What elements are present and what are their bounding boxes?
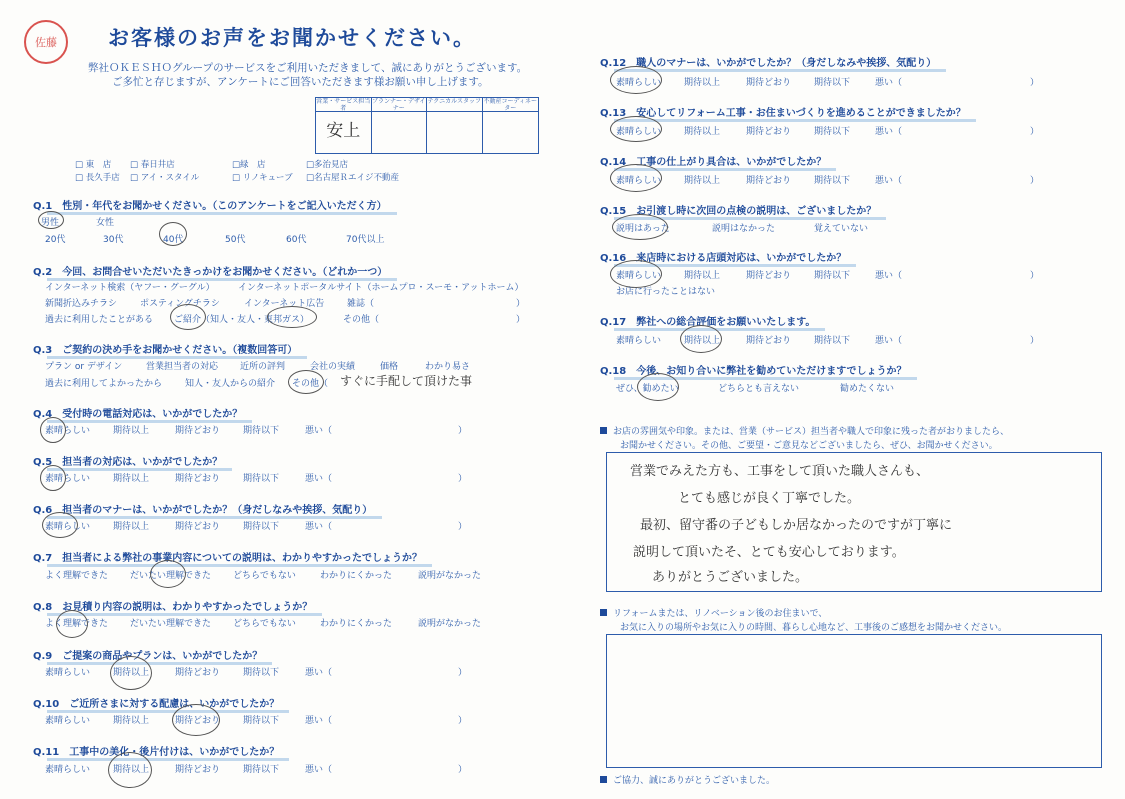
q3-past-good[interactable]: 過去に利用してよかったから (45, 379, 163, 389)
q10-label: Q.10 ご近所さまに対する配慮は、いかがでしたか？ (33, 695, 279, 710)
staff-value-planner[interactable] (372, 112, 428, 153)
q2-newspaper-flyer[interactable]: 新聞折込みチラシ (45, 299, 118, 309)
comment1-line-3: 最初、留守番の子どもしか居なかったのですが丁寧に (640, 518, 953, 533)
q13-opt-above[interactable]: 期待以上 (684, 127, 721, 137)
q11-opt-bad-close: ） (458, 765, 468, 775)
q7-opt-mostly[interactable]: だいたい理解できた (130, 571, 212, 581)
q17-opt-above[interactable]: 期待以上 (684, 336, 721, 346)
q14-mark (610, 164, 662, 192)
q2-label: Q.2 今回、お問合せいただいたきっかけをお聞かせください。（どれか一つ） (33, 263, 387, 278)
comment1-line-2: とても感じが良く丁寧でした。 (678, 491, 861, 506)
q3-other-mark (288, 370, 324, 394)
store-nagoya-r-age[interactable]: □名古屋Ｒエイジ不動産 (306, 173, 400, 183)
q12-label: Q.12 職人のマナーは、いかがでしたか？（身だしなみや挨拶、気配り） (600, 54, 936, 69)
q3-track-record[interactable]: 会社の実績 (310, 362, 356, 372)
page-title: お客様のお声をお聞かせください。 (108, 26, 476, 50)
q16-mark (610, 260, 662, 288)
q3-plan-design[interactable]: プラン or デザイン (45, 362, 123, 372)
bullet-square-icon (600, 427, 607, 434)
q3-label: Q.3 ご契約の決め手をお聞かせください。（複数回答可） (33, 341, 297, 356)
q15-label: Q.15 お引渡し時に次回の点検の説明は、ございましたか？ (600, 202, 876, 217)
q2-posting-flyer[interactable]: ポスティングチラシ (140, 299, 220, 309)
q4-opt-above[interactable]: 期待以上 (113, 426, 150, 436)
footer-thanks: ご協力、誠にありがとうございました。 (600, 773, 775, 786)
q17-opt-bad-close: ） (1030, 336, 1040, 346)
q9-opt-above[interactable]: 期待以上 (113, 668, 150, 678)
q14-opt-bad[interactable]: 悪い（ (875, 176, 903, 186)
comment1-line-4: 説明して頂いたそ、とても安心しております。 (633, 545, 905, 560)
q16-opt-never-visited[interactable]: お店に行ったことはない (616, 287, 716, 297)
q10-opt-bad[interactable]: 悪い（ (305, 716, 333, 726)
q1-40s-mark (159, 222, 187, 246)
staff-value-realestate[interactable] (483, 112, 539, 153)
q15-opt-not-explained[interactable]: 説明はなかった (712, 224, 776, 234)
q15-mark (612, 214, 668, 240)
q6-opt-bad[interactable]: 悪い（ (305, 522, 333, 532)
q2-referral[interactable]: ご紹介（知人・友人・東邦ガス） (174, 315, 310, 325)
store-midori[interactable]: □緑 店 (232, 160, 266, 170)
q4-opt-expected[interactable]: 期待どおり (175, 426, 221, 436)
comment1-prompt-1: お店の雰囲気や印象。または、営業（サービス）担当者や職人で印象に残った者がおりましたら、 (600, 424, 1009, 437)
q2-other[interactable]: その他（ (343, 315, 380, 325)
q5-label: Q.5 担当者の対応は、いかがでしたか？ (33, 453, 222, 468)
q17-label: Q.17 弊社への総合評価をお願いいたします。 (600, 313, 815, 328)
comment1-line-5: ありがとうございました。 (652, 570, 809, 585)
q18-mark (637, 373, 679, 401)
q4-opt-below[interactable]: 期待以下 (243, 426, 280, 436)
staff-value-technical[interactable] (427, 112, 483, 153)
q7-opt-neutral[interactable]: どちらでもない (233, 571, 296, 581)
q17-mark (680, 325, 722, 353)
q12-opt-excellent[interactable]: 素晴らしい (616, 78, 662, 88)
q11-opt-expected[interactable]: 期待どおり (175, 765, 221, 775)
q5-opt-expected[interactable]: 期待どおり (175, 474, 221, 484)
q13-opt-expected[interactable]: 期待どおり (746, 127, 792, 137)
q17-opt-bad[interactable]: 悪い（ (875, 336, 903, 346)
q1-age-70s[interactable]: 70代以上 (346, 235, 385, 245)
q13-mark (610, 116, 662, 142)
q12-opt-above[interactable]: 期待以上 (684, 78, 721, 88)
q4-label: Q.4 受付時の電話対応は、いかがでしたか？ (33, 405, 242, 420)
q3-reputation[interactable]: 近所の評判 (240, 362, 286, 372)
q14-opt-excellent[interactable]: 素晴らしい (616, 176, 662, 186)
q11-opt-above[interactable]: 期待以上 (113, 765, 150, 775)
q6-opt-excellent[interactable]: 素晴らしい (45, 522, 91, 532)
store-kasugai[interactable]: □ 春日井店 (130, 160, 175, 170)
q10-opt-excellent[interactable]: 素晴らしい (45, 716, 91, 726)
q6-opt-below[interactable]: 期待以下 (243, 522, 280, 532)
q16-opt-below[interactable]: 期待以下 (814, 271, 851, 281)
q9-opt-excellent[interactable]: 素晴らしい (45, 668, 91, 678)
q2-magazine[interactable]: 雑誌（ (347, 299, 375, 309)
q3-sales-rep[interactable]: 営業担当者の対応 (146, 362, 219, 372)
intro-line-2: ご多忙と存じますが、アンケートにご回答いただきます様お願い申し上げます。 (112, 76, 489, 88)
intro-line-1: 弊社ＯＫＥＳＨＯグループのサービスをご利用いただきまして、誠にありがとうございます。 (88, 62, 528, 74)
q5-opt-bad-close: ） (458, 474, 468, 484)
q17-opt-below[interactable]: 期待以下 (814, 336, 851, 346)
q18-opt-not-recommend[interactable]: 勧めたくない (840, 384, 895, 394)
store-renocube[interactable]: □ リノキューブ (232, 173, 293, 183)
q8-mark (56, 610, 88, 638)
q3-clarity[interactable]: わかり易さ (425, 362, 471, 372)
staff-header-realestate: 不動産コーディネーター (483, 98, 538, 112)
q9-opt-expected[interactable]: 期待どおり (175, 668, 221, 678)
q5-opt-above[interactable]: 期待以上 (113, 474, 150, 484)
q3-other-handwritten[interactable]: すぐに手配して頂けた事 (340, 374, 473, 388)
comment1-prompt-2: お聞かせください。その他、ご要望・ご意見などございましたら、ぜひ、お聞かせください。 (620, 441, 998, 451)
q5-opt-below[interactable]: 期待以下 (243, 474, 280, 484)
q9-opt-bad[interactable]: 悪い（ (305, 668, 333, 678)
q9-label: Q.9 ご提案の商品やプランは、いかがでしたか？ (33, 647, 262, 662)
q6-opt-above[interactable]: 期待以上 (113, 522, 150, 532)
q1-age-60s[interactable]: 60代 (286, 235, 307, 245)
q4-opt-bad[interactable]: 悪い（ (305, 426, 333, 436)
q14-opt-expected[interactable]: 期待どおり (746, 176, 792, 186)
q2-past-use[interactable]: 過去に利用したことがある (45, 315, 154, 325)
q9-mark (110, 656, 152, 690)
staff-header-technical: テクニカルスタッフ (427, 98, 483, 112)
q16-opt-bad-close: ） (1030, 271, 1040, 281)
staff-header-planner: プランナー・デザイナー (371, 98, 426, 112)
q2-other-close: ） (516, 315, 526, 325)
q11-opt-bad[interactable]: 悪い（ (305, 765, 333, 775)
q16-opt-above[interactable]: 期待以上 (684, 271, 721, 281)
q10-opt-below[interactable]: 期待以下 (243, 716, 280, 726)
q7-label: Q.7 担当者による弊社の事業内容についての説明は、わかりやすかったでしょうか？ (33, 549, 422, 564)
staff-table (315, 97, 539, 154)
staff-header-sales: 営業・サービス担当者 (316, 98, 371, 112)
seal-stamp: 佐藤 (24, 20, 68, 64)
q14-label: Q.14 工事の仕上がり具合は、いかがでしたか？ (600, 153, 826, 168)
q3-friend-referral[interactable]: 知人・友人からの紹介 (185, 379, 276, 389)
comment2-prompt-1: リフォームまたは、リノベーション後のお住まいで、 (600, 606, 827, 619)
q8-opt-none[interactable]: 説明がなかった (418, 619, 482, 629)
q18-opt-recommend[interactable]: ぜひ、勧めたい (616, 384, 679, 394)
q16-label: Q.16 来店時における店頭対応は、いかがでしたか？ (600, 249, 846, 264)
q1-gender-female[interactable]: 女性 (96, 218, 115, 228)
q2-internet-search[interactable]: インターネット検索（ヤフー・グーグル） (45, 283, 215, 293)
q1-label: Q.1 性別・年代をお聞かせください。（このアンケートをご記入いただく方） (33, 197, 387, 212)
q16-opt-expected[interactable]: 期待どおり (746, 271, 792, 281)
store-tosho[interactable]: □ 東 店 (75, 160, 112, 170)
q12-opt-bad[interactable]: 悪い（ (875, 78, 903, 88)
q2-portal-site[interactable]: インターネットポータルサイト（ホームプロ・スーモ・アットホーム） (238, 283, 524, 293)
q1-age-50s[interactable]: 50代 (225, 235, 246, 245)
staff-value-sales[interactable]: 安上 (316, 112, 372, 153)
comment2-prompt-2: お気に入りの場所やお気に入りの時間、暮らし心地など、工事後のご感想をお聞かせください。 (620, 623, 1008, 633)
q16-opt-bad[interactable]: 悪い（ (875, 271, 903, 281)
q5-mark (40, 465, 66, 491)
store-nagakute[interactable]: □ 長久手店 (75, 173, 120, 183)
q9-opt-bad-close: ） (458, 668, 468, 678)
store-istyle[interactable]: □ アイ・スタイル (130, 173, 200, 183)
q7-opt-understood[interactable]: よく理解できた (45, 571, 109, 581)
q15-opt-dont-remember[interactable]: 覚えていない (814, 224, 869, 234)
q4-opt-excellent[interactable]: 素晴らしい (45, 426, 91, 436)
q1-age-30s[interactable]: 30代 (103, 235, 124, 245)
q2-toho-mark (267, 306, 317, 328)
q11-opt-excellent[interactable]: 素晴らしい (45, 765, 91, 775)
q11-opt-below[interactable]: 期待以下 (243, 765, 280, 775)
q2-internet-ad[interactable]: インターネット広告 (244, 299, 325, 309)
q13-opt-excellent[interactable]: 素晴らしい (616, 127, 662, 137)
q12-opt-bad-close: ） (1030, 78, 1040, 88)
q13-opt-bad-close: ） (1030, 127, 1040, 137)
q8-opt-mostly[interactable]: だいたい理解できた (130, 619, 212, 629)
q12-mark (610, 66, 662, 94)
q18-label: Q.18 今後、お知り合いに弊社を勧めていただけますでしょうか？ (600, 362, 907, 377)
q3-other[interactable]: その他（ (292, 379, 329, 389)
q14-opt-below[interactable]: 期待以下 (814, 176, 851, 186)
bullet-square-icon (600, 609, 607, 616)
q6-opt-expected[interactable]: 期待どおり (175, 522, 221, 532)
q17-opt-excellent[interactable]: 素晴らしい (616, 336, 662, 346)
q8-opt-understood[interactable]: よく理解できた (45, 619, 109, 629)
q1-age-40s[interactable]: 40代 (163, 235, 184, 245)
q13-label: Q.13 安心してリフォーム工事・お住まいづくりを進めることができましたか？ (600, 104, 966, 119)
q5-opt-bad[interactable]: 悪い（ (305, 474, 333, 484)
q12-opt-below[interactable]: 期待以下 (814, 78, 851, 88)
q5-opt-excellent[interactable]: 素晴らしい (45, 474, 91, 484)
comment2-box[interactable] (606, 634, 1102, 768)
q14-opt-above[interactable]: 期待以上 (684, 176, 721, 186)
q10-opt-bad-close: ） (458, 716, 468, 726)
q2-referral-mark (170, 304, 206, 330)
q6-label: Q.6 担当者のマナーは、いかがでしたか？（身だしなみや挨拶、気配り） (33, 501, 372, 516)
q1-age-20s[interactable]: 20代 (45, 235, 66, 245)
q7-mark (150, 560, 186, 588)
q1-gender-male[interactable]: 男性 (41, 218, 60, 228)
q3-price[interactable]: 価格 (380, 362, 399, 372)
store-tajimi[interactable]: □多治見店 (306, 160, 349, 170)
q6-opt-bad-close: ） (458, 522, 468, 532)
q10-opt-expected[interactable]: 期待どおり (175, 716, 221, 726)
q11-mark (108, 752, 152, 788)
q8-opt-neutral[interactable]: どちらでもない (233, 619, 296, 629)
q10-opt-above[interactable]: 期待以上 (113, 716, 150, 726)
q1-male-mark (38, 211, 64, 229)
q9-opt-below[interactable]: 期待以下 (243, 668, 280, 678)
comment1-line-1: 営業でみえた方も、工事をして頂いた職人さんも、 (630, 464, 930, 479)
q14-opt-bad-close: ） (1030, 176, 1040, 186)
q13-opt-bad[interactable]: 悪い（ (875, 127, 903, 137)
q7-opt-unclear[interactable]: わかりにくかった (320, 571, 393, 581)
q15-opt-explained[interactable]: 説明はあった (616, 224, 670, 234)
q11-label: Q.11 工事中の美化・後片付けは、いかがでしたか？ (33, 743, 279, 758)
q18-opt-neutral[interactable]: どちらとも言えない (718, 384, 800, 394)
q4-opt-bad-close: ） (458, 426, 468, 436)
q2-magazine-close: ） (516, 299, 526, 309)
q13-opt-below[interactable]: 期待以下 (814, 127, 851, 137)
q8-opt-unclear[interactable]: わかりにくかった (320, 619, 393, 629)
q8-label: Q.8 お見積り内容の説明は、わかりやすかったでしょうか？ (33, 598, 312, 613)
q7-opt-none[interactable]: 説明がなかった (418, 571, 482, 581)
q16-opt-excellent[interactable]: 素晴らしい (616, 271, 662, 281)
q6-mark (42, 512, 78, 538)
q10-mark (172, 704, 220, 736)
q17-opt-expected[interactable]: 期待どおり (746, 336, 792, 346)
q4-mark (40, 417, 66, 443)
q12-opt-expected[interactable]: 期待どおり (746, 78, 792, 88)
bullet-square-icon (600, 776, 607, 783)
